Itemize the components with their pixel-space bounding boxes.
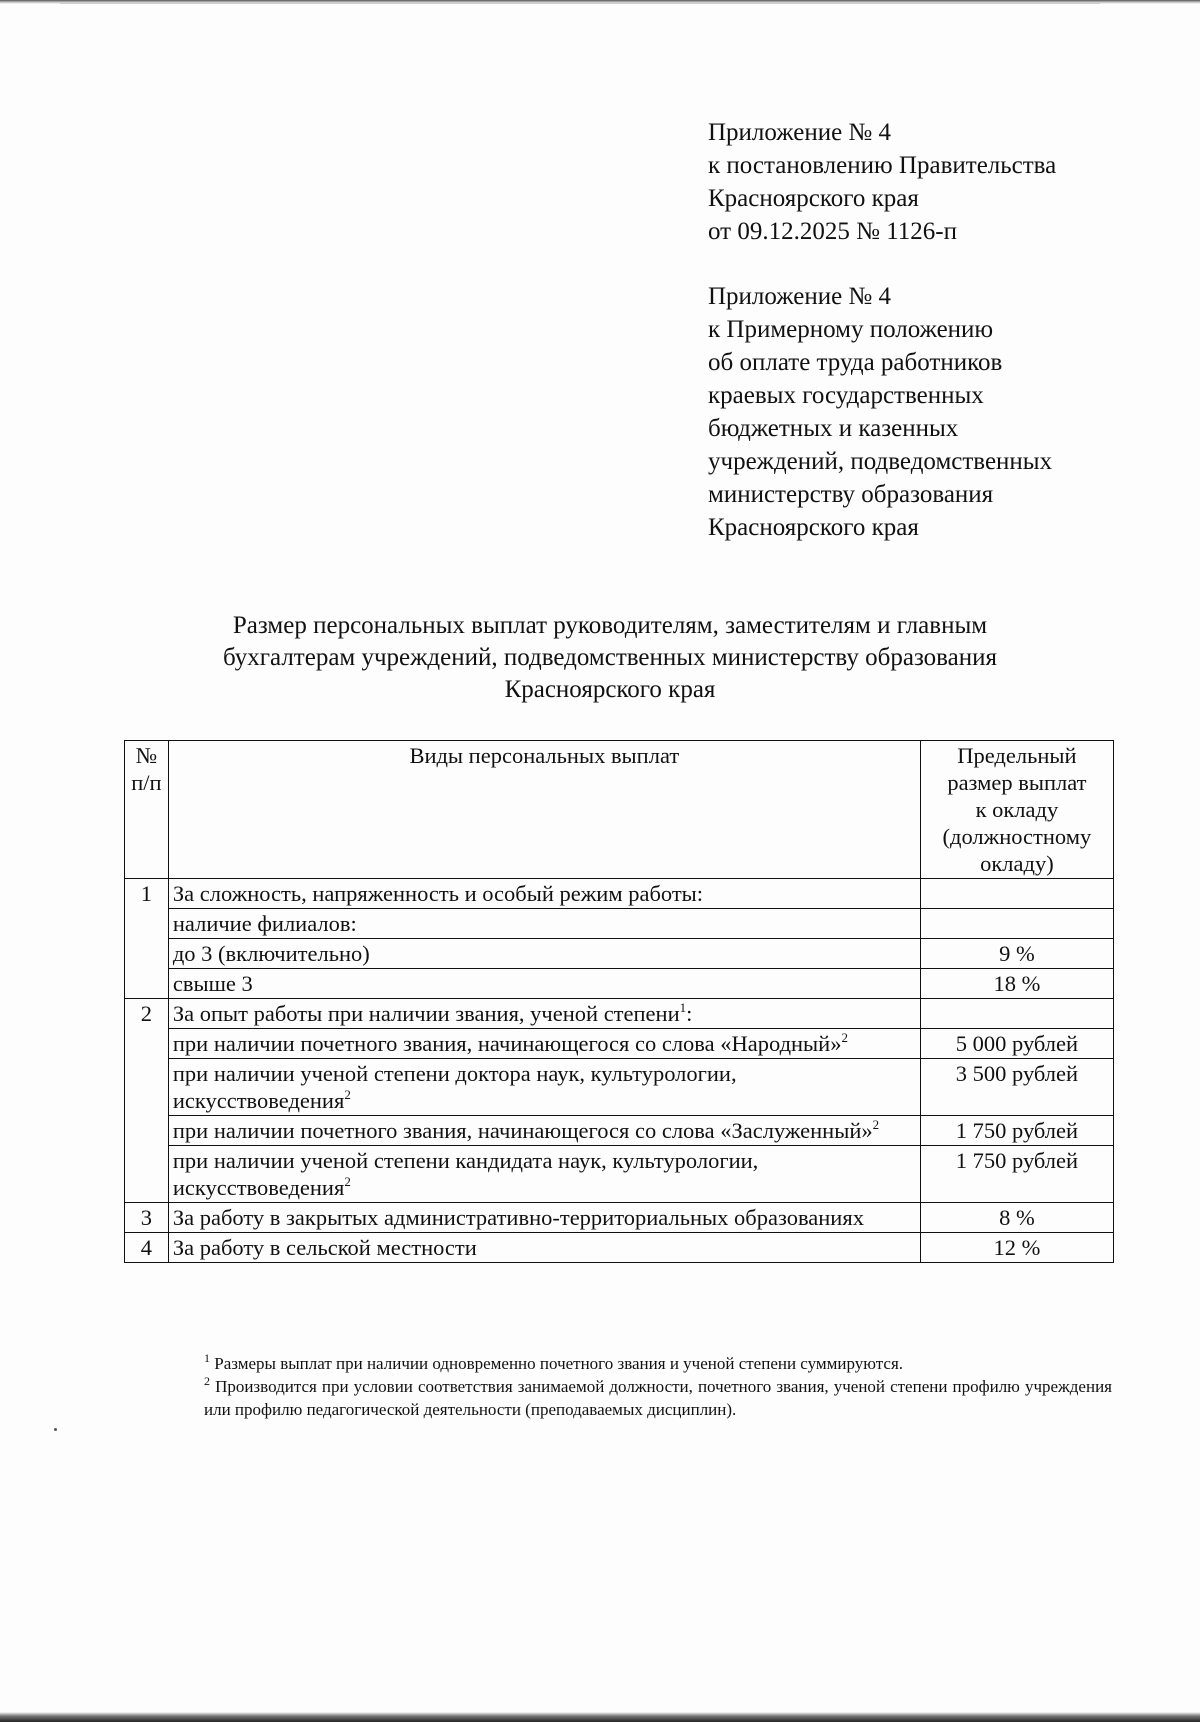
row-text: до 3 (включительно) (168, 939, 920, 969)
appendix-line: министерству образования (708, 481, 994, 508)
row-text-tail: : (686, 1001, 693, 1026)
table-row (125, 939, 1114, 969)
table-row (125, 1116, 1114, 1146)
row-value: 1 750 рублей (920, 1116, 1113, 1146)
document-title (120, 610, 1100, 706)
header-name-cell: Виды персональных выплат (168, 741, 920, 879)
row-value: 1 750 рублей (920, 1146, 1113, 1203)
row-number: 4 (125, 1233, 169, 1263)
header-value-line: (должностному (942, 824, 1092, 849)
table-row (125, 909, 1114, 939)
footnote-text: Размеры выплат при наличии одновременно почетного звания и ученой степени суммируются. (214, 1354, 904, 1373)
footnote-mark: 1 (204, 1351, 210, 1365)
table-row (125, 1059, 1114, 1116)
row-value (920, 999, 1113, 1029)
appendix-line: Красноярского края (708, 185, 919, 212)
row-text-cell (168, 1059, 920, 1116)
row-value (920, 879, 1113, 909)
appendix-line: учреждений, подведомственных (708, 448, 1053, 475)
row-value: 8 % (920, 1203, 1113, 1233)
row-text-cell (168, 1146, 920, 1203)
row-number: 1 (125, 879, 169, 909)
footnote-ref: 2 (344, 1087, 351, 1102)
payments-table (124, 740, 1114, 1263)
appendix-line: краевых государственных (708, 382, 984, 409)
row-text: За сложность, напряженность и особый режим работы: (168, 879, 920, 909)
appendix-line: Приложение № 4 (708, 283, 892, 310)
footnote-ref: 1 (679, 1000, 687, 1015)
appendix-line: Приложение № 4 (708, 119, 892, 146)
footnote-text: Производится при условии соответствия занимаемой должности, почетного звания, ученой степени профилю учреждения или профилю педагогической деятельности (преподаваемых дисциплин). (204, 1377, 1112, 1419)
row-number (125, 1029, 169, 1059)
row-number: 2 (125, 999, 169, 1029)
header-value-line: окладу) (980, 851, 1054, 876)
row-number (125, 909, 169, 939)
row-value (920, 909, 1113, 939)
footnotes (134, 1352, 1112, 1421)
scan-bottom-edge (0, 1712, 1200, 1722)
header-num-abbrev: п/п (131, 770, 162, 795)
row-text: свыше 3 (168, 969, 920, 999)
appendix-block-government-decree (708, 116, 1056, 248)
row-text: наличие филиалов: (168, 909, 920, 939)
row-number (125, 1059, 169, 1116)
row-text-cell (168, 1116, 920, 1146)
row-text: За работу в сельской местности (168, 1233, 920, 1263)
row-number (125, 1116, 169, 1146)
row-value: 12 % (920, 1233, 1113, 1263)
appendix-line: от 09.12.2025 № 1126-п (708, 218, 957, 245)
row-text: при наличии почетного звания, начинающегося со слова «Заслуженный» (172, 1118, 873, 1143)
row-value: 5 000 рублей (920, 1029, 1113, 1059)
footnote-ref: 2 (841, 1030, 848, 1045)
appendix-line: к Примерному положению (708, 316, 994, 343)
header-num-symbol: № (135, 743, 158, 768)
header-value-line: к окладу (975, 797, 1059, 822)
row-number (125, 969, 169, 999)
header-value-line: Предельный (957, 743, 1077, 768)
row-text: при наличии ученой степени кандидата наук, культурологии, искусствоведения (172, 1148, 759, 1200)
footnote-1 (134, 1352, 1112, 1375)
row-text: при наличии почетного звания, начинающегося со слова «Народный» (172, 1031, 842, 1056)
row-number (125, 1146, 169, 1203)
row-text-cell (168, 999, 920, 1029)
row-value: 18 % (920, 969, 1113, 999)
row-number (125, 939, 169, 969)
table-row (125, 879, 1114, 909)
row-text: За работу в закрытых административно-территориальных образованиях (168, 1203, 920, 1233)
row-value: 9 % (920, 939, 1113, 969)
table-row (125, 969, 1114, 999)
footnote-2 (134, 1375, 1112, 1421)
table-row (125, 1203, 1114, 1233)
title-line: Размер персональных выплат руководителям, заместителям и главным (232, 612, 988, 639)
row-number: 3 (125, 1203, 169, 1233)
footnote-mark: 2 (204, 1374, 210, 1388)
header-value-line: размер выплат (947, 770, 1087, 795)
table-row (125, 1146, 1114, 1203)
footnote-ref: 2 (344, 1174, 351, 1189)
row-text: при наличии ученой степени доктора наук, культурологии, искусствоведения (172, 1061, 737, 1113)
header-num-cell (125, 741, 169, 879)
table-row (125, 1233, 1114, 1263)
scan-top-line (60, 3, 1100, 4)
title-line: Красноярского края (504, 676, 716, 703)
row-text: За опыт работы при наличии звания, ученой степени (172, 1001, 680, 1026)
appendix-line: об оплате труда работников (708, 349, 1003, 376)
table-row (125, 1029, 1114, 1059)
footnote-ref: 2 (872, 1117, 880, 1132)
appendix-line: к постановлению Правительства (708, 152, 1057, 179)
row-text-cell (168, 1029, 920, 1059)
header-value-cell (920, 741, 1113, 879)
appendix-block-regulation (708, 280, 1052, 544)
row-value: 3 500 рублей (920, 1059, 1113, 1116)
scan-speck (54, 1428, 57, 1431)
table-row (125, 999, 1114, 1029)
table-header-row (125, 741, 1114, 879)
appendix-line: Красноярского края (708, 514, 919, 541)
title-line: бухгалтерам учреждений, подведомственных министерству образования (222, 644, 997, 671)
appendix-line: бюджетных и казенных (708, 415, 959, 442)
